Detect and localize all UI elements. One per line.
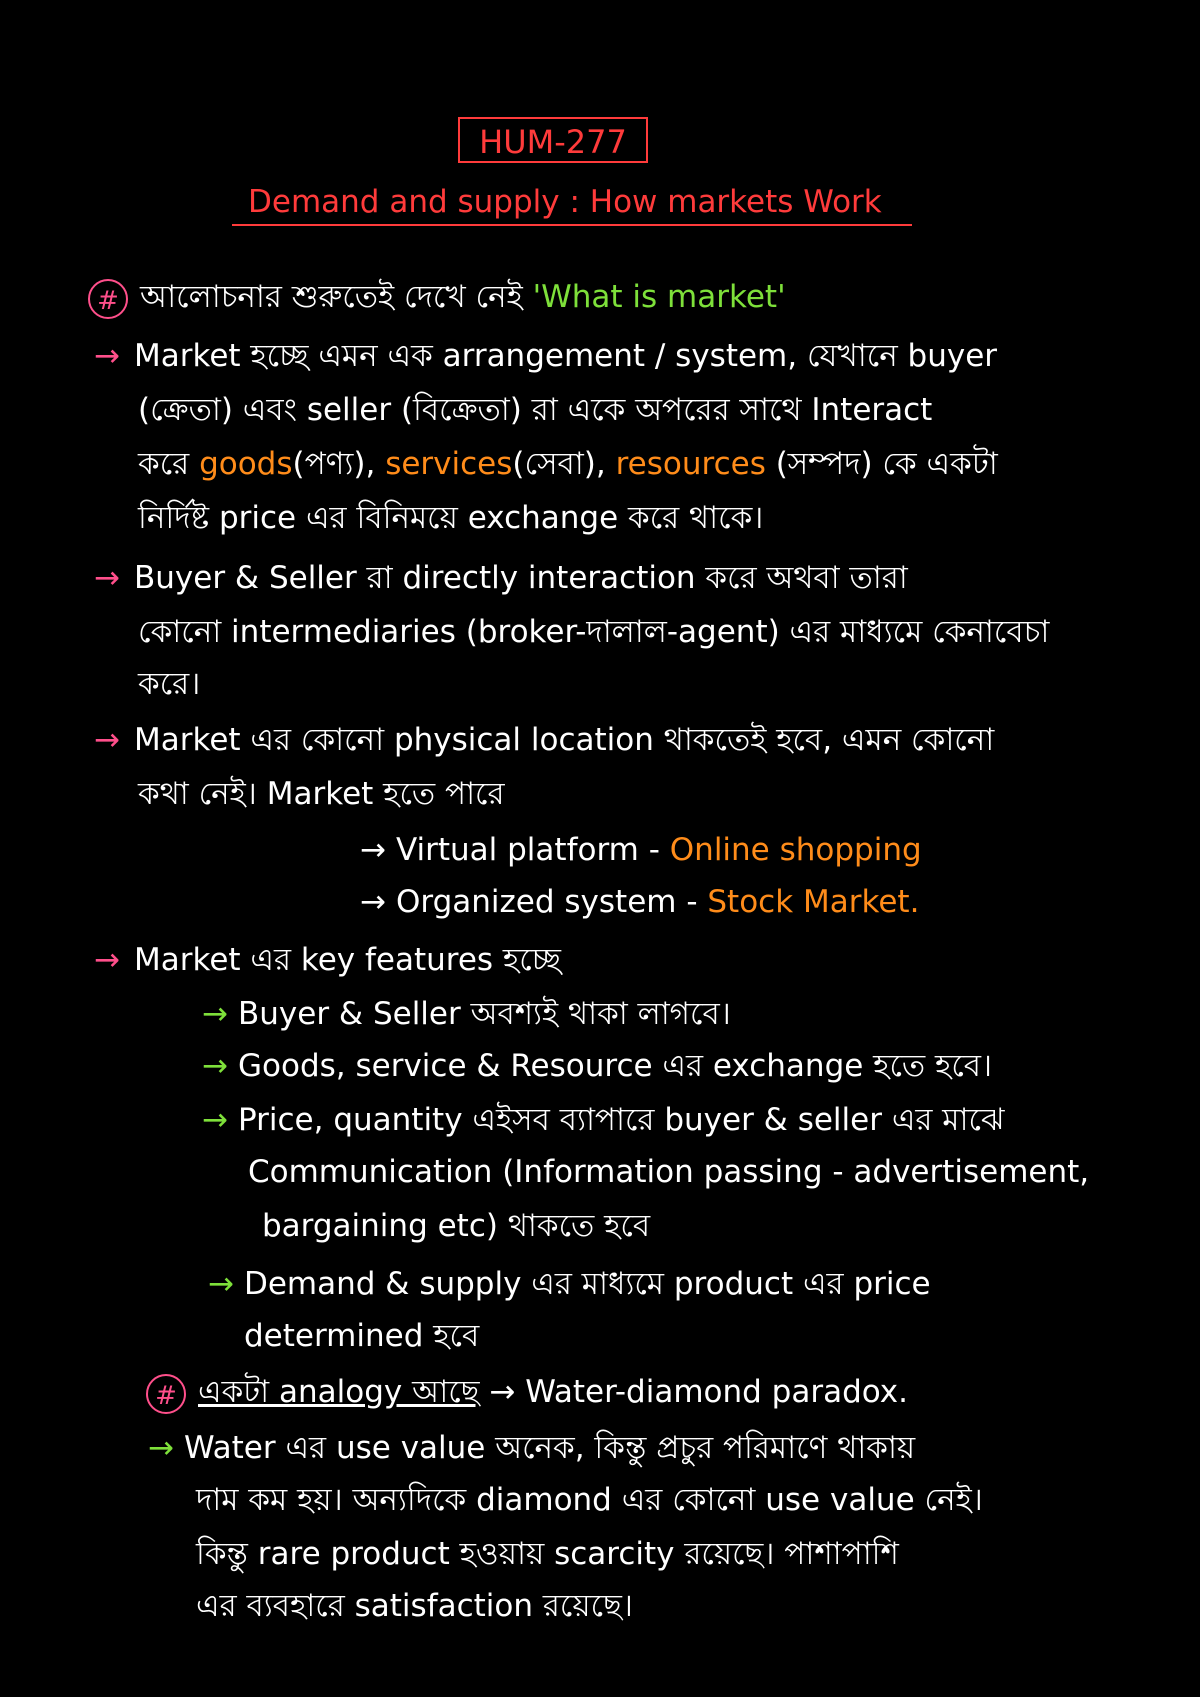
organized-system-label: Organized system - xyxy=(395,884,698,920)
feature-3-line-2: Communication (Information passing - advertisement, xyxy=(248,1154,1090,1190)
green-arrow-icon: → xyxy=(202,996,228,1032)
hash-marker-icon: # xyxy=(146,1374,186,1414)
analogy-text-1a: একটা analogy আছে xyxy=(198,1374,480,1410)
feature-4-line-2: determined হবে xyxy=(244,1318,480,1354)
stock-market-highlight: Stock Market. xyxy=(707,884,920,920)
course-code-box: HUM-277 xyxy=(458,117,648,163)
analogy-text-2: Water এর use value অনেক, কিন্তু প্রচুর পরিমাণে থাকায় xyxy=(183,1430,916,1466)
arrow-icon: → xyxy=(94,560,120,596)
p2-line-1 xyxy=(94,558,908,598)
arrow-icon: → xyxy=(360,884,386,920)
analogy-line-4: কিন্তু rare product হওয়ায় scarcity রয়েছে। পাশাপাশি xyxy=(196,1536,899,1572)
online-shopping-highlight: Online shopping xyxy=(669,832,922,868)
analogy-line-2 xyxy=(148,1428,915,1468)
services-highlight: services xyxy=(385,446,513,482)
p1-text-3b: (পণ্য), xyxy=(292,446,376,482)
hash-marker-icon: # xyxy=(88,279,128,319)
analogy-line-3: দাম কম হয়। অন্যদিকে diamond এর কোনো use value নেই। xyxy=(196,1482,983,1518)
feature-1-text: Buyer & Seller অবশ্যই থাকা লাগবে। xyxy=(237,996,731,1032)
goods-highlight: goods xyxy=(199,446,293,482)
analogy-line-1 xyxy=(146,1372,908,1414)
p4-line-1 xyxy=(94,940,561,980)
arrow-icon: → xyxy=(94,338,120,374)
arrow-icon: → xyxy=(360,832,386,868)
green-arrow-icon: → xyxy=(208,1266,234,1302)
p1-line-2: (ক্রেতা) এবং seller (বিক্রেতা) রা একে অপরের সাথে Interact xyxy=(138,392,933,428)
intro-bengali: আলোচনার শুরুতেই দেখে নেই xyxy=(140,279,523,315)
p1-text-3c: (সেবা), xyxy=(512,446,606,482)
intro-line xyxy=(88,277,786,319)
p2-line-2: কোনো intermediaries (broker-দালাল-agent) এর মাধ্যমে কেনাবেচা xyxy=(138,614,1050,650)
p1-text-1: Market হচ্ছে এমন এক arrangement / system, যেখানে buyer xyxy=(133,338,998,374)
feature-3-text-1: Price, quantity এইসব ব্যাপারে buyer & seller এর মাঝে xyxy=(237,1102,1005,1138)
feature-4-text-1: Demand & supply এর মাধ্যমে product এর price xyxy=(243,1266,931,1302)
virtual-platform-label: Virtual platform - xyxy=(395,832,660,868)
green-arrow-icon: → xyxy=(148,1430,174,1466)
p1-text-3a: করে xyxy=(138,446,190,482)
feature-3-line-3: bargaining etc) থাকতে হবে xyxy=(262,1208,651,1244)
p3-text-1: Market এর কোনো physical location থাকতেই হবে, এমন কোনো xyxy=(133,722,995,758)
p1-line-4: নির্দিষ্ট price এর বিনিময়ে exchange করে থাকে। xyxy=(138,500,764,536)
analogy-text-1b: → Water-diamond paradox. xyxy=(489,1374,908,1410)
p2-text-1: Buyer & Seller রা directly interaction করে অথবা তারা xyxy=(133,560,908,596)
resources-highlight: resources xyxy=(615,446,766,482)
feature-1 xyxy=(202,994,731,1034)
p2-line-3: করে। xyxy=(138,666,201,702)
feature-2 xyxy=(202,1046,992,1086)
p4-text-1: Market এর key features হচ্ছে xyxy=(133,942,562,978)
p3-sub-2 xyxy=(360,882,919,922)
p3-line-1 xyxy=(94,720,994,760)
subtitle-underline xyxy=(232,224,912,226)
p1-line-3 xyxy=(138,444,998,484)
arrow-icon: → xyxy=(94,722,120,758)
feature-3 xyxy=(202,1100,1004,1140)
p1-text-3d: (সম্পদ) কে একটা xyxy=(775,446,998,482)
p1-line-1 xyxy=(94,336,997,376)
page-subtitle: Demand and supply : How markets Work xyxy=(248,184,882,220)
p3-sub-1 xyxy=(360,830,922,870)
arrow-icon: → xyxy=(94,942,120,978)
p3-line-2: কথা নেই। Market হতে পারে xyxy=(138,776,505,812)
green-arrow-icon: → xyxy=(202,1048,228,1084)
analogy-line-5: এর ব্যবহারে satisfaction রয়েছে। xyxy=(196,1588,633,1624)
feature-4 xyxy=(208,1264,931,1304)
green-arrow-icon: → xyxy=(202,1102,228,1138)
intro-quote: 'What is market' xyxy=(532,279,786,315)
feature-2-text: Goods, service & Resource এর exchange হতে হবে। xyxy=(237,1048,993,1084)
